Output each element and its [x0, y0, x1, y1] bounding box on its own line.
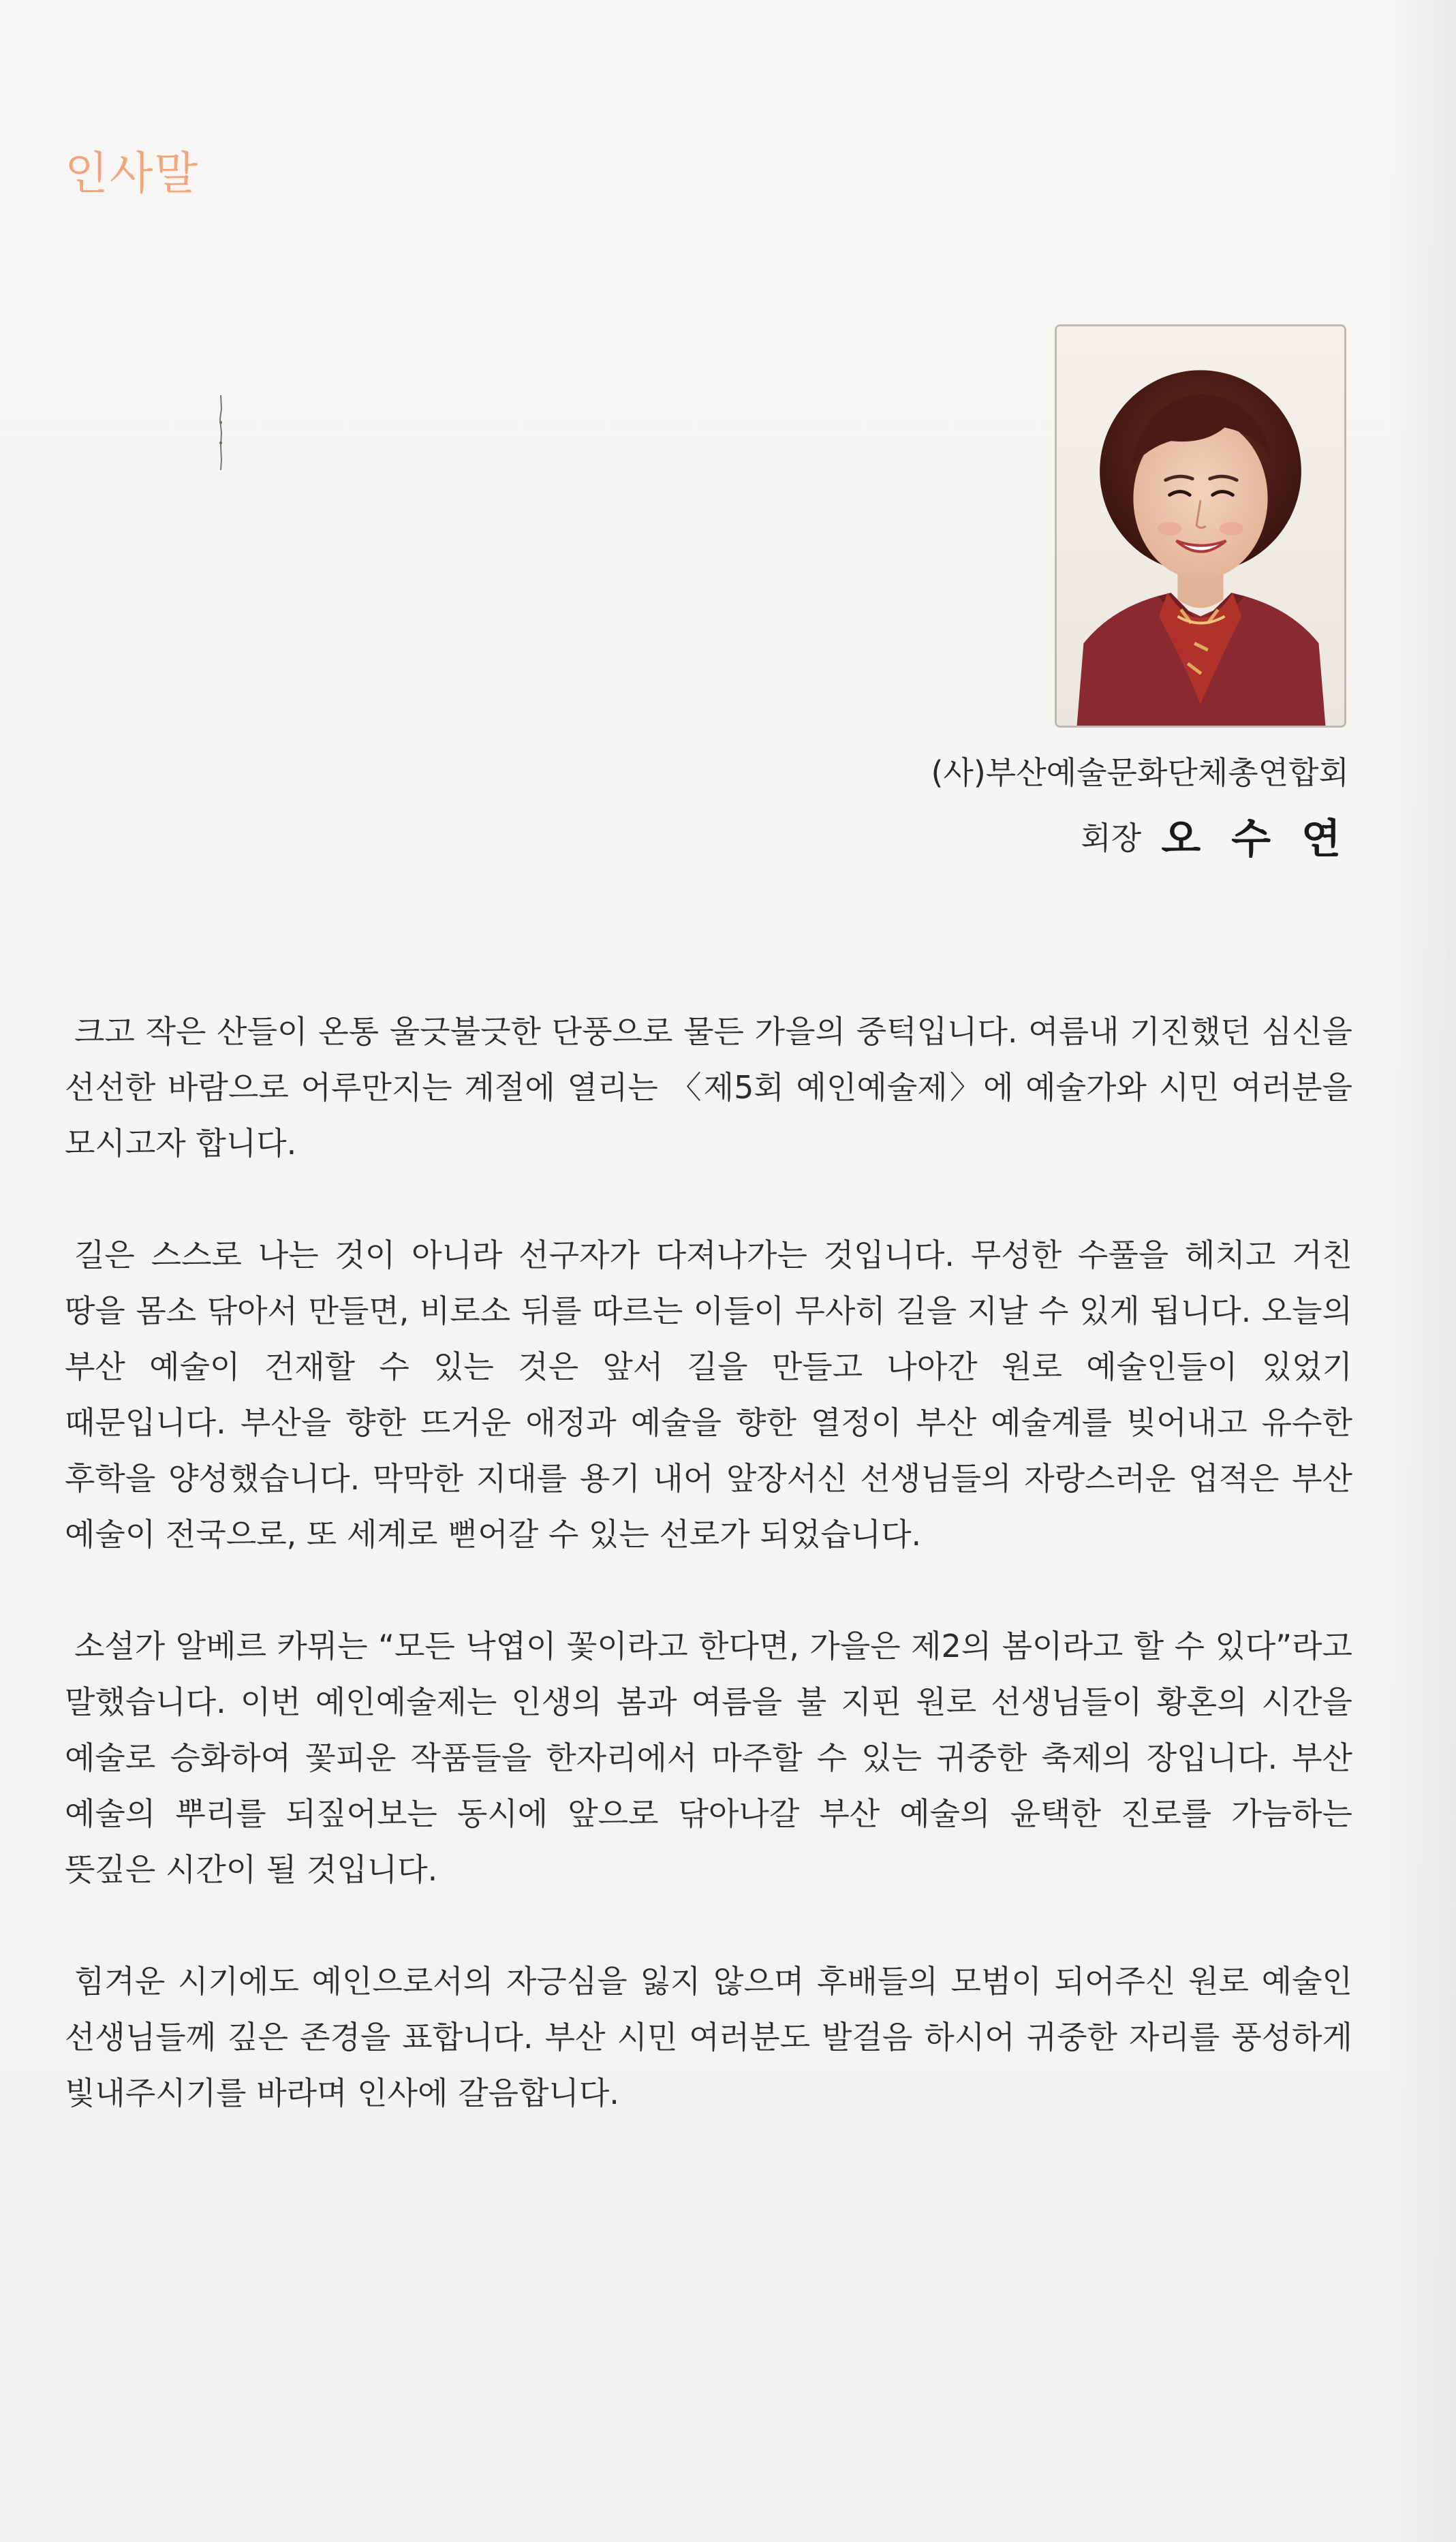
organization-name: (사)부산예술문화단체총연합회 [931, 754, 1349, 791]
greeting-paragraph-1: 크고 작은 산들이 온통 울긋불긋한 단풍으로 물든 가을의 중턱입니다. 여름내 기진했던 심신을 선선한 바람으로 어루만지는 계절에 열리는 〈제5회 예인예술제〉에 예술가와 시민 여러분을 모시고자 합니다. [65, 1013, 1352, 1162]
greeting-body [65, 1004, 1352, 2177]
president-name: 오 수 연 [1161, 816, 1349, 863]
portrait-photo [1055, 324, 1346, 728]
portrait-illustration [1057, 326, 1344, 726]
greeting-paragraph-2: 길은 스스로 나는 것이 아니라 선구자가 다져나가는 것입니다. 무성한 수풀을 헤치고 거친 땅을 몸소 닦아서 만들면, 비로소 뒤를 따르는 이들이 무사히 길을 지날 수 있게 됩니다. 오늘의 부산 예술이 건재할 수 있는 것은 앞서 길을 만들고 나아간 원로 예술인들이 있었기 때문입니다. 부산을 향한 뜨거운 애정과 예술을 향한 열정이 부산 예술계를 빚어내고 유수한 후학을 양성했습니다. 막막한 지대를 용기 내어 앞장서신 선생님들의 자랑스러운 업적은 부산 예술이 전국으로, 또 세계로 뻗어갈 수 있는 선로가 되었습니다. [65, 1237, 1352, 1553]
greeting-paragraph-3: 소설가 알베르 카뮈는 “모든 낙엽이 꽃이라고 한다면, 가을은 제2의 봄이라고 할 수 있다”라고 말했습니다. 이번 예인예술제는 인생의 봄과 여름을 불 지핀 원로 선생님들이 황혼의 시간을 예술로 승화하여 꽃피운 작품들을 한자리에서 마주할 수 있는 귀중한 축제의 장입니다. 부산 예술의 뿌리를 되짚어보는 동시에 앞으로 닦아나갈 부산 예술의 윤택한 진로를 가늠하는 뜻깊은 시간이 될 것입니다. [65, 1628, 1352, 1888]
president-signature [1081, 807, 1349, 865]
scan-edge-shading [1390, 0, 1456, 2542]
page-title: 인사말 [65, 147, 200, 200]
greeting-paragraph-4: 힘겨운 시기에도 예인으로서의 자긍심을 잃지 않으며 후배들의 모범이 되어주신 원로 예술인 선생님들께 깊은 존경을 표합니다. 부산 시민 여러분도 발걸음 하시어 귀중한 자리를 풍성하게 빛내주시기를 바라며 인사에 갈음합니다. [65, 1963, 1352, 2111]
president-title: 회장 [1081, 820, 1142, 856]
scan-artifact-mark [217, 395, 224, 470]
